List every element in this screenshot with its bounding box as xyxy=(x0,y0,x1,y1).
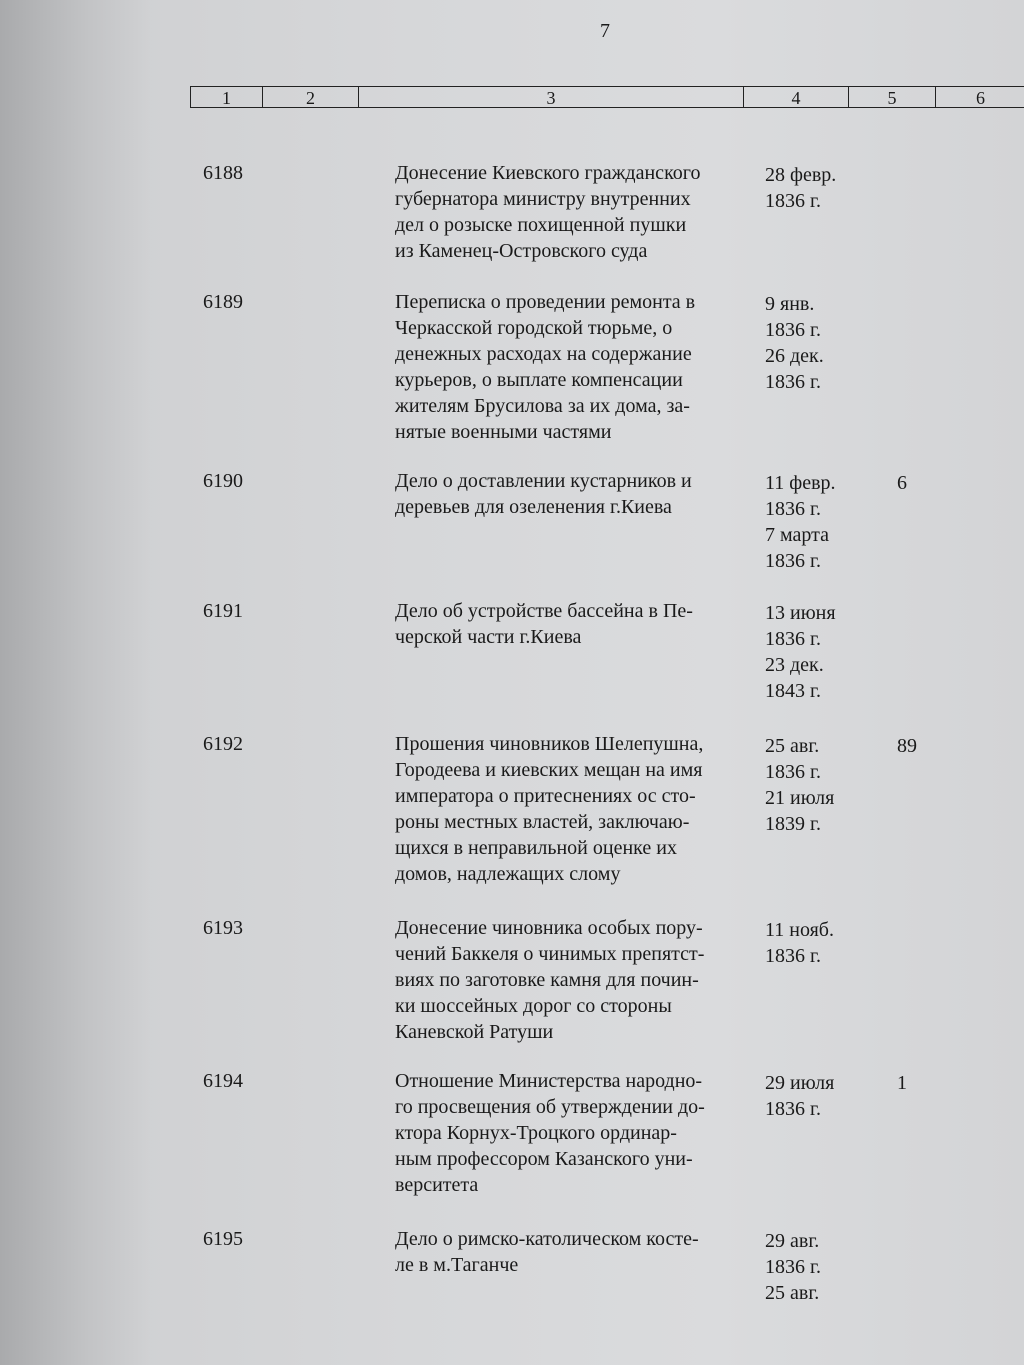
column-header-6: 6 xyxy=(976,88,985,108)
record-number: 6194 xyxy=(203,1070,243,1092)
record-description: Дело об устройстве бассейна в Пе- черской части г.Киева xyxy=(395,600,693,648)
record-number: 6189 xyxy=(203,291,243,313)
record-number: 6191 xyxy=(203,600,243,622)
record-dates: 29 июля 1836 г. xyxy=(765,1072,835,1120)
column-header-row xyxy=(190,86,1024,108)
record-number: 6193 xyxy=(203,917,243,939)
record-dates: 13 июня 1836 г. 23 дек. 1843 г. xyxy=(765,602,836,702)
record-dates: 28 февр. 1836 г. xyxy=(765,164,837,212)
record-number: 6192 xyxy=(203,733,243,755)
record-dates: 9 янв. 1836 г. 26 дек. 1836 г. xyxy=(765,293,824,393)
record-dates: 11 февр. 1836 г. 7 марта 1836 г. xyxy=(765,472,836,572)
record-number: 6190 xyxy=(203,470,243,492)
record-description: Донесение чиновника особых пору- чений Баккеля о чинимых препятст- виях по заготовке камня для почин- ки шоссейных дорог со стороны Каневской Ратуши xyxy=(395,917,705,1043)
record-dates: 11 нояб. 1836 г. xyxy=(765,919,834,967)
column-header-1: 1 xyxy=(191,87,263,107)
record-description: Донесение Киевского гражданского губернатора министру внутренних дел о розыске похищенной пушки из Каменец-Островского суда xyxy=(395,162,701,262)
column-header-4: 4 xyxy=(744,87,849,107)
column-header-3: 3 xyxy=(359,87,744,107)
column-header-2: 2 xyxy=(263,87,359,107)
column-header-5: 5 xyxy=(849,87,936,107)
record-description: Дело о доставлении кустарников и деревьев для озеленения г.Киева xyxy=(395,470,692,518)
record-sheets: 89 xyxy=(897,735,917,757)
page-gutter-shadow xyxy=(0,0,150,1365)
record-dates: 29 авг. 1836 г. 25 авг. xyxy=(765,1230,821,1304)
record-description: Переписка о проведении ремонта в Черкасской городской тюрьме, о денежных расходах на содержание курьеров, о выплате компенсации жителям Брусилова за их дома, за- нятые военными частями xyxy=(395,291,696,443)
record-dates: 25 авг. 1836 г. 21 июля 1839 г. xyxy=(765,735,835,835)
record-description: Отношение Министерства народно- го просвещения об утверждении до- ктора Корнух-Троцкого ординар- ным профессором Казанского уни- верситета xyxy=(395,1070,705,1196)
record-number: 6188 xyxy=(203,162,243,184)
record-sheets: 6 xyxy=(897,472,907,494)
record-description: Дело о римско-католическом косте- ле в м.Таганче xyxy=(395,1228,699,1276)
record-number: 6195 xyxy=(203,1228,243,1250)
page-number: 7 xyxy=(600,20,610,42)
record-description: Прошения чиновников Шелепушна, Городеева и киевских мещан на имя императора о притеснениях ос сто- роны местных властей, заключаю- щихся в неправильной оценке их домов, надлежащих слому xyxy=(395,733,704,885)
record-sheets: 1 xyxy=(897,1072,907,1094)
